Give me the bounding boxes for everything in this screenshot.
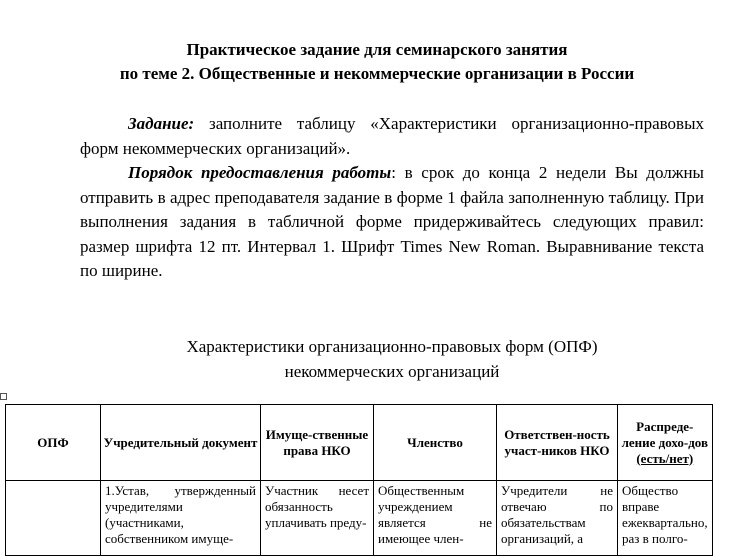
procedure-text: : в срок до конца 2 недели Вы должны отправить в адрес преподавателя задание в форме 1 файла заполненную таблицу. При выполнения задания в табличной форме придерживайтесь следующих правил: размер шрифта 12 пт. Интервал 1. Шрифт Times New Roman. Выравнивание текста по ширине.	[80, 163, 704, 280]
procedure-paragraph	[80, 161, 704, 284]
header-membership: Членство	[374, 405, 497, 481]
task-label: Задание:	[128, 114, 195, 133]
header-income-distribution-text: Распреде-ление дохо-дов	[621, 418, 708, 450]
task-paragraph	[80, 112, 704, 161]
procedure-label: Порядок предоставления работы	[128, 163, 392, 182]
table-title-line-1: Характеристики организационно-правовых форм (ОПФ)	[186, 337, 598, 356]
table-cell[interactable]: Общественным учреждением является не имеющее член-	[374, 481, 497, 556]
title-line-2: по теме 2. Общественные и некоммерческие организации в России	[119, 64, 635, 83]
header-opf: ОПФ	[6, 405, 101, 481]
table-header-row	[6, 405, 713, 481]
opf-table	[5, 404, 713, 556]
table-move-handle[interactable]	[0, 393, 7, 400]
header-property-rights: Имуще-ственные права НКО	[261, 405, 374, 481]
table-cell[interactable]: Участник несет обязанность уплачивать преду-	[261, 481, 374, 556]
table-cell[interactable]: Учредители не отвечаю по обязательствам организаций, а	[497, 481, 618, 556]
table-title	[0, 335, 754, 384]
header-liability: Ответствен-ность участ-ников НКО	[497, 405, 618, 481]
header-income-distribution	[618, 405, 713, 481]
title-line-1: Практическое задание для семинарского занятия	[186, 40, 568, 59]
header-income-distribution-suffix: (есть/нет)	[636, 450, 694, 466]
table-cell[interactable]: Общество вправе ежеквартально, раз в полго-	[618, 481, 713, 556]
table-title-line-2: некоммерческих организаций	[284, 361, 500, 381]
task-text: заполните таблицу «Характеристики организационно-правовых форм некоммерческих организаций».	[80, 114, 704, 158]
page-title	[0, 38, 754, 86]
table-row	[6, 481, 713, 556]
table-cell[interactable]	[6, 481, 101, 556]
header-founding-document: Учредительный документ	[101, 405, 261, 481]
table-cell[interactable]: 1.Устав, утвержденный учредителями (участниками, собственником имуще-	[101, 481, 261, 556]
